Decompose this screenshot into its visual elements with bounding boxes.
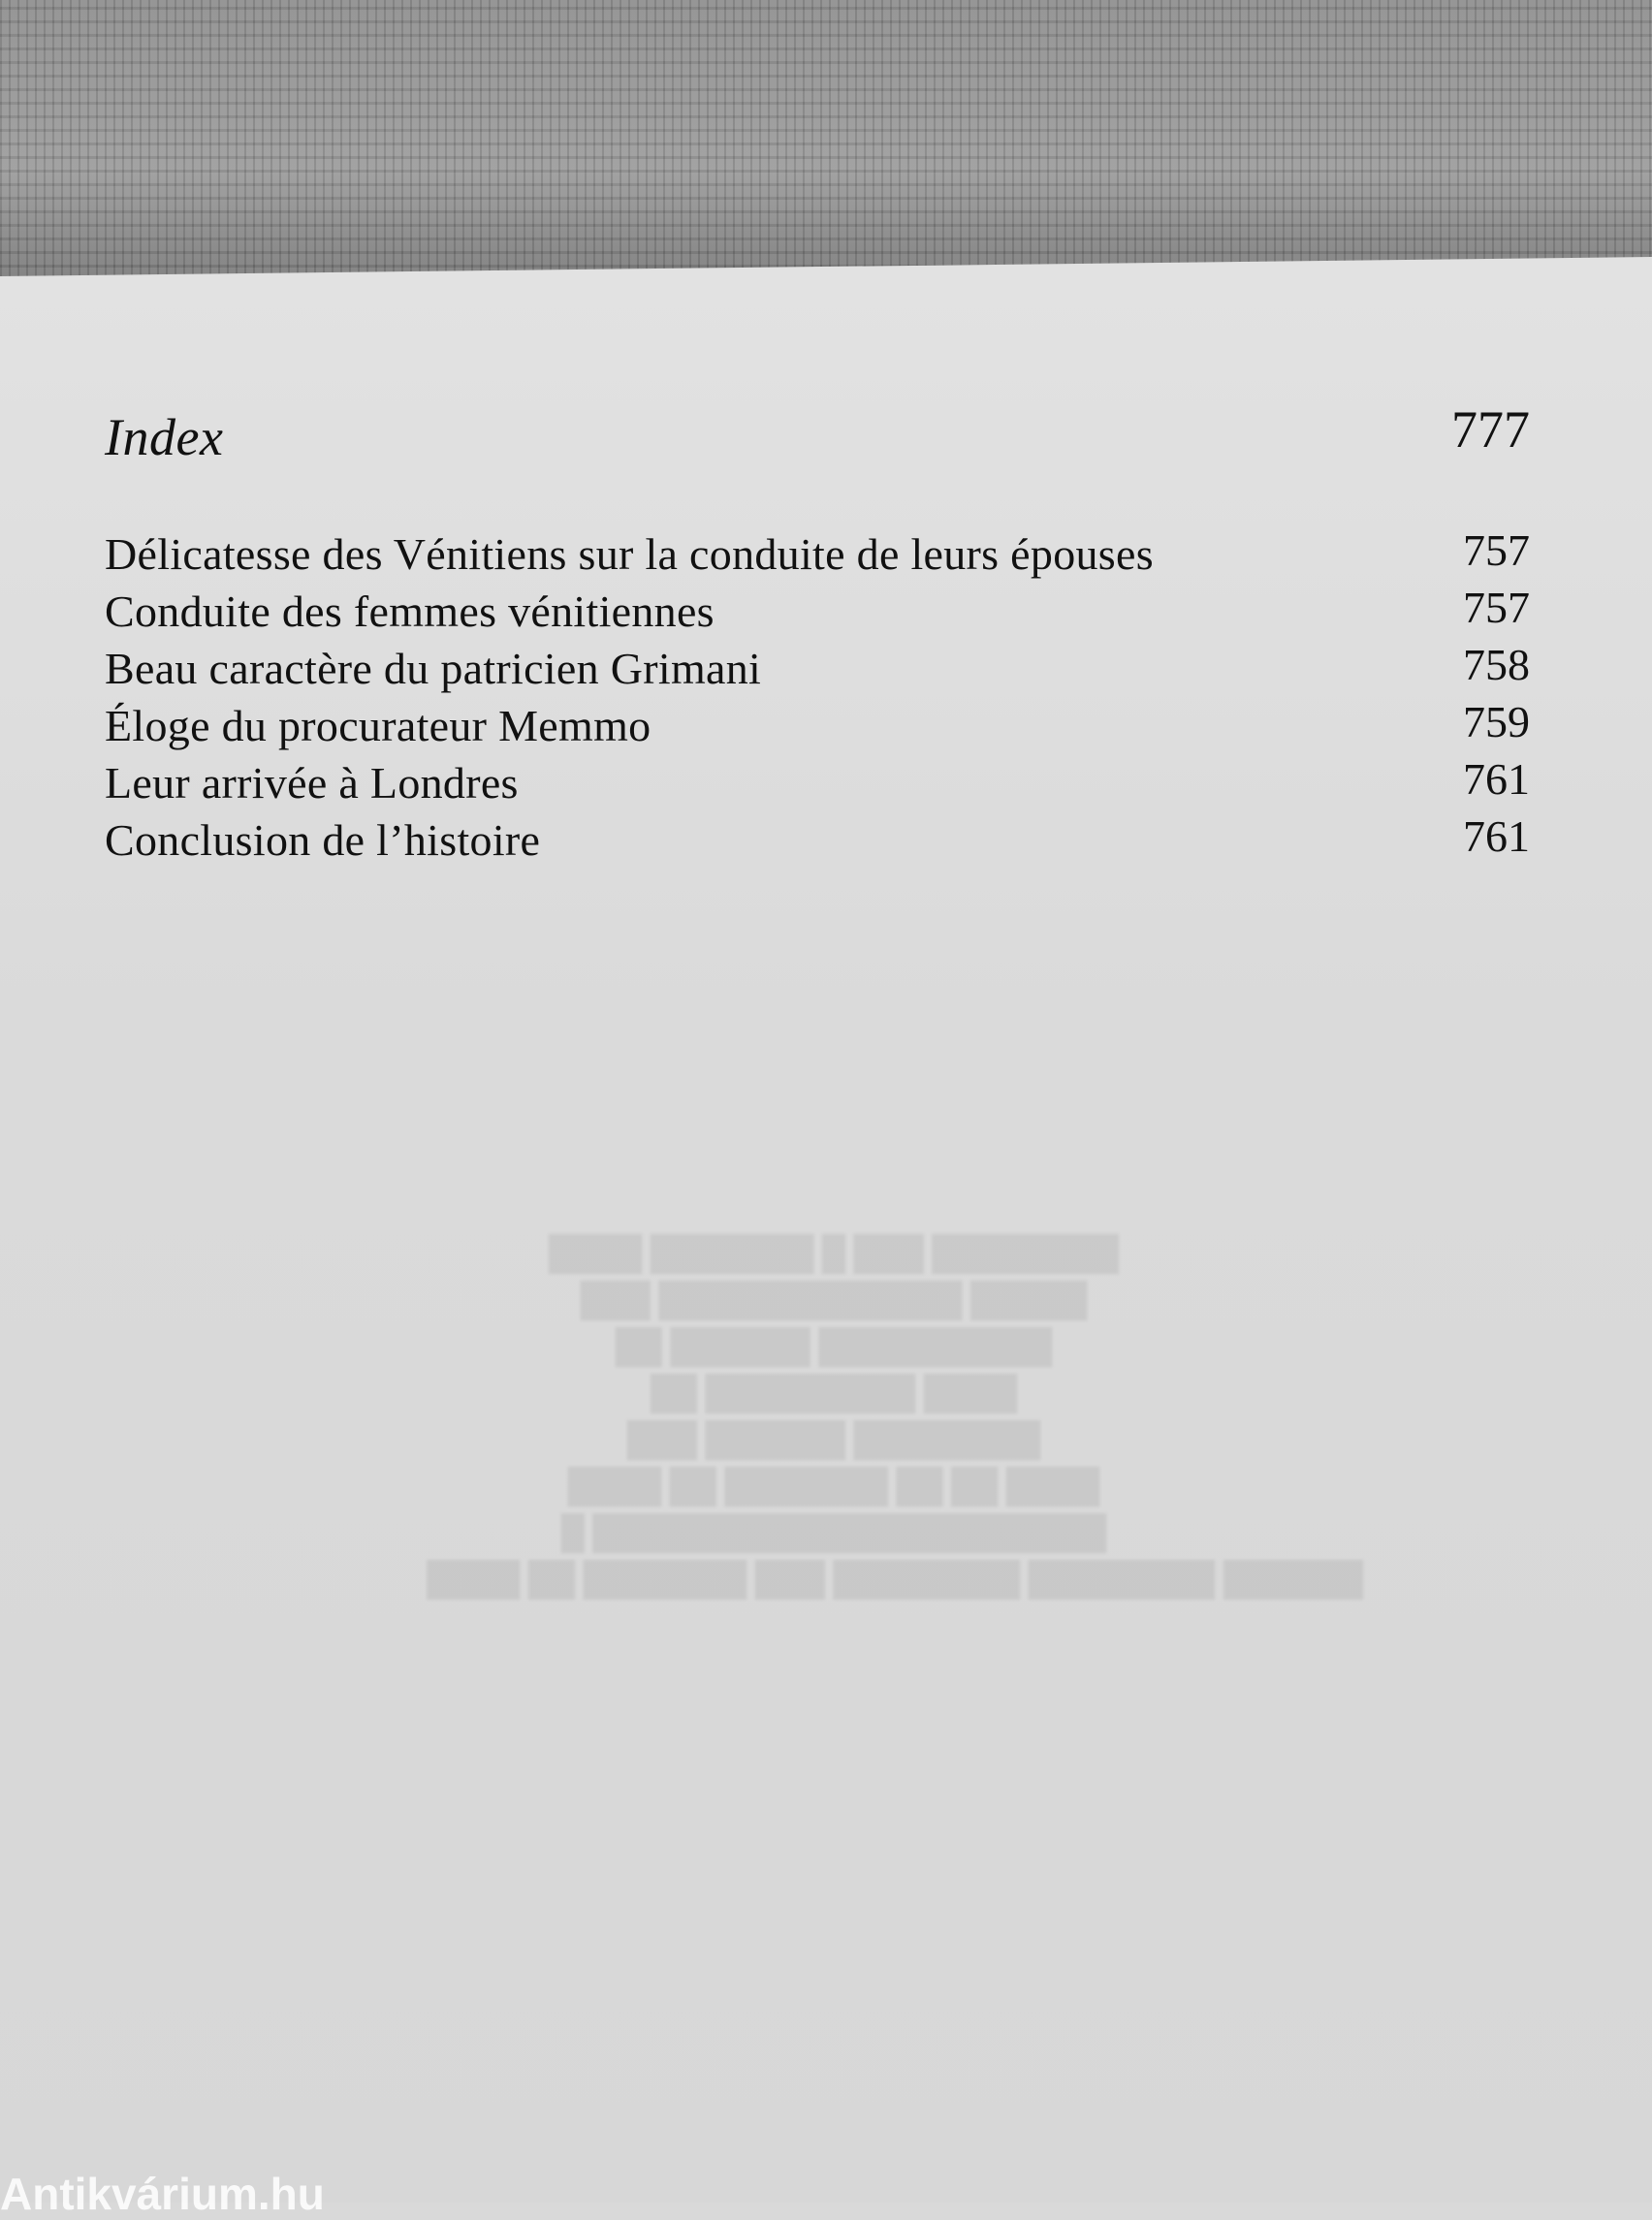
table-of-contents	[105, 525, 1530, 872]
watermark-text: Antikvárium.hu	[0, 2169, 325, 2219]
toc-entry-title: Beau caractère du patricien Grimani	[105, 644, 762, 693]
toc-entry	[105, 754, 1530, 814]
toc-entry	[105, 525, 1530, 586]
toc-entry-title: Leur arrivée à Londres	[105, 758, 519, 808]
toc-entry-title: Éloge du procurateur Memmo	[105, 701, 651, 750]
toc-entry-title: Conduite des femmes vénitiennes	[105, 587, 715, 636]
toc-entry-title: Délicatesse des Vénitiens sur la conduite de leurs épouses	[105, 529, 1154, 579]
toc-entry-page: 757	[1463, 583, 1530, 632]
toc-entry	[105, 697, 1530, 757]
toc-entry-page: 757	[1463, 525, 1530, 575]
wooden-surface-background	[0, 0, 1652, 281]
toc-entry-page: 758	[1463, 640, 1530, 689]
toc-entry	[105, 583, 1530, 643]
toc-entry-page: 759	[1463, 697, 1530, 746]
index-page-number: 777	[1451, 400, 1530, 459]
toc-entry-title: Conclusion de l’histoire	[105, 815, 541, 865]
toc-entry	[105, 640, 1530, 700]
toc-entry-page: 761	[1463, 811, 1530, 861]
toc-entry-page: 761	[1463, 754, 1530, 804]
toc-entry	[105, 811, 1530, 872]
show-through-colophon: ████ ███████ █ ███ ████████ ███ █████████████ █████ ██ ██████ ██████████ ██ █████████ ████ ███ ██████ ████████ ████ ██ ███████ ██ ██ ████ █ ██████████████████████ ████ ██ ███████ ███ ████████ ████████ ██████	[427, 1236, 1364, 1598]
index-header	[105, 400, 1530, 475]
index-title: Index	[105, 408, 224, 466]
